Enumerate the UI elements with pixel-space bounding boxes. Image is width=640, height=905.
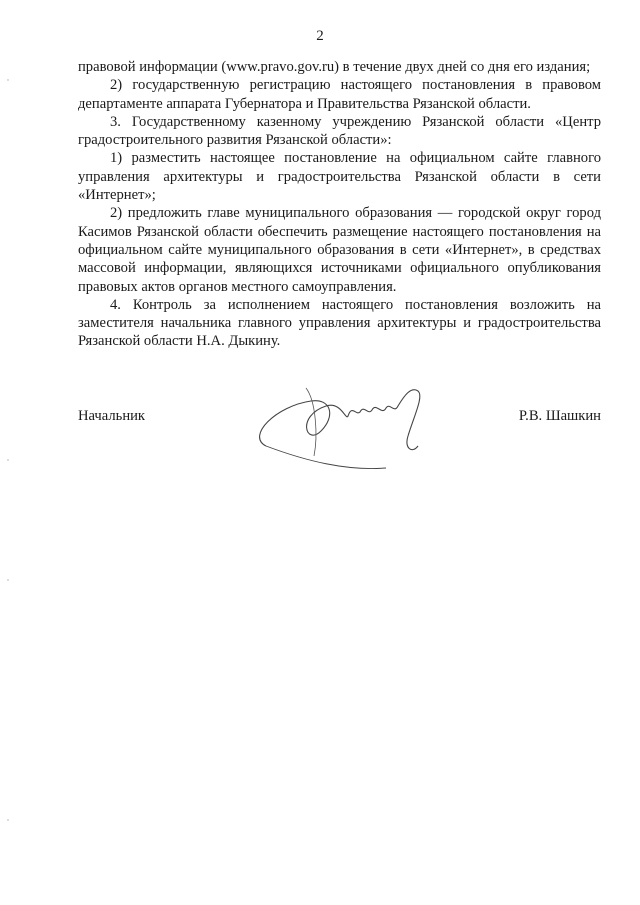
paragraph-3: 3. Государственному казенному учреждению Рязанской области «Центр градостроительного развития Рязанской области»: (78, 113, 601, 149)
scan-margin-marks (6, 60, 10, 860)
paragraph-2: 2) государственную регистрацию настоящего постановления в правовом департаменте аппарата Губернатора и Правительства Рязанской области. (78, 77, 601, 112)
paragraph-1: правовой информации (www.pravo.gov.ru) в течение двух дней со дня его издания; (78, 59, 591, 75)
signatory-name: Р.В. Шашкин (518, 408, 601, 424)
paragraph-5: 2) предложить главе муниципального образования — городской округ город Касимов Рязанской области обеспечить размещение настоящего постановления на официальном сайте муниципального образования в сети «Интернет», в средствах массовой информации, являющихся источниками официального опубликования правовых актов органов местного самоуправления. (78, 205, 601, 295)
paragraph-6: 4. Контроль за исполнением настоящего постановления возложить на заместителя начальника главного управления архитектуры и градостроительства Рязанской области Н.А. Дыкину. (78, 296, 601, 350)
handwritten-signature (236, 376, 446, 476)
document-body (78, 58, 601, 351)
page-number: 2 (316, 28, 324, 44)
signatory-title: Начальник (78, 408, 146, 424)
paragraph-4: 1) разместить настоящее постановление на официальном сайте главного управления архитектуры и градостроительства Рязанской области в сети «Интернет»; (78, 150, 601, 204)
